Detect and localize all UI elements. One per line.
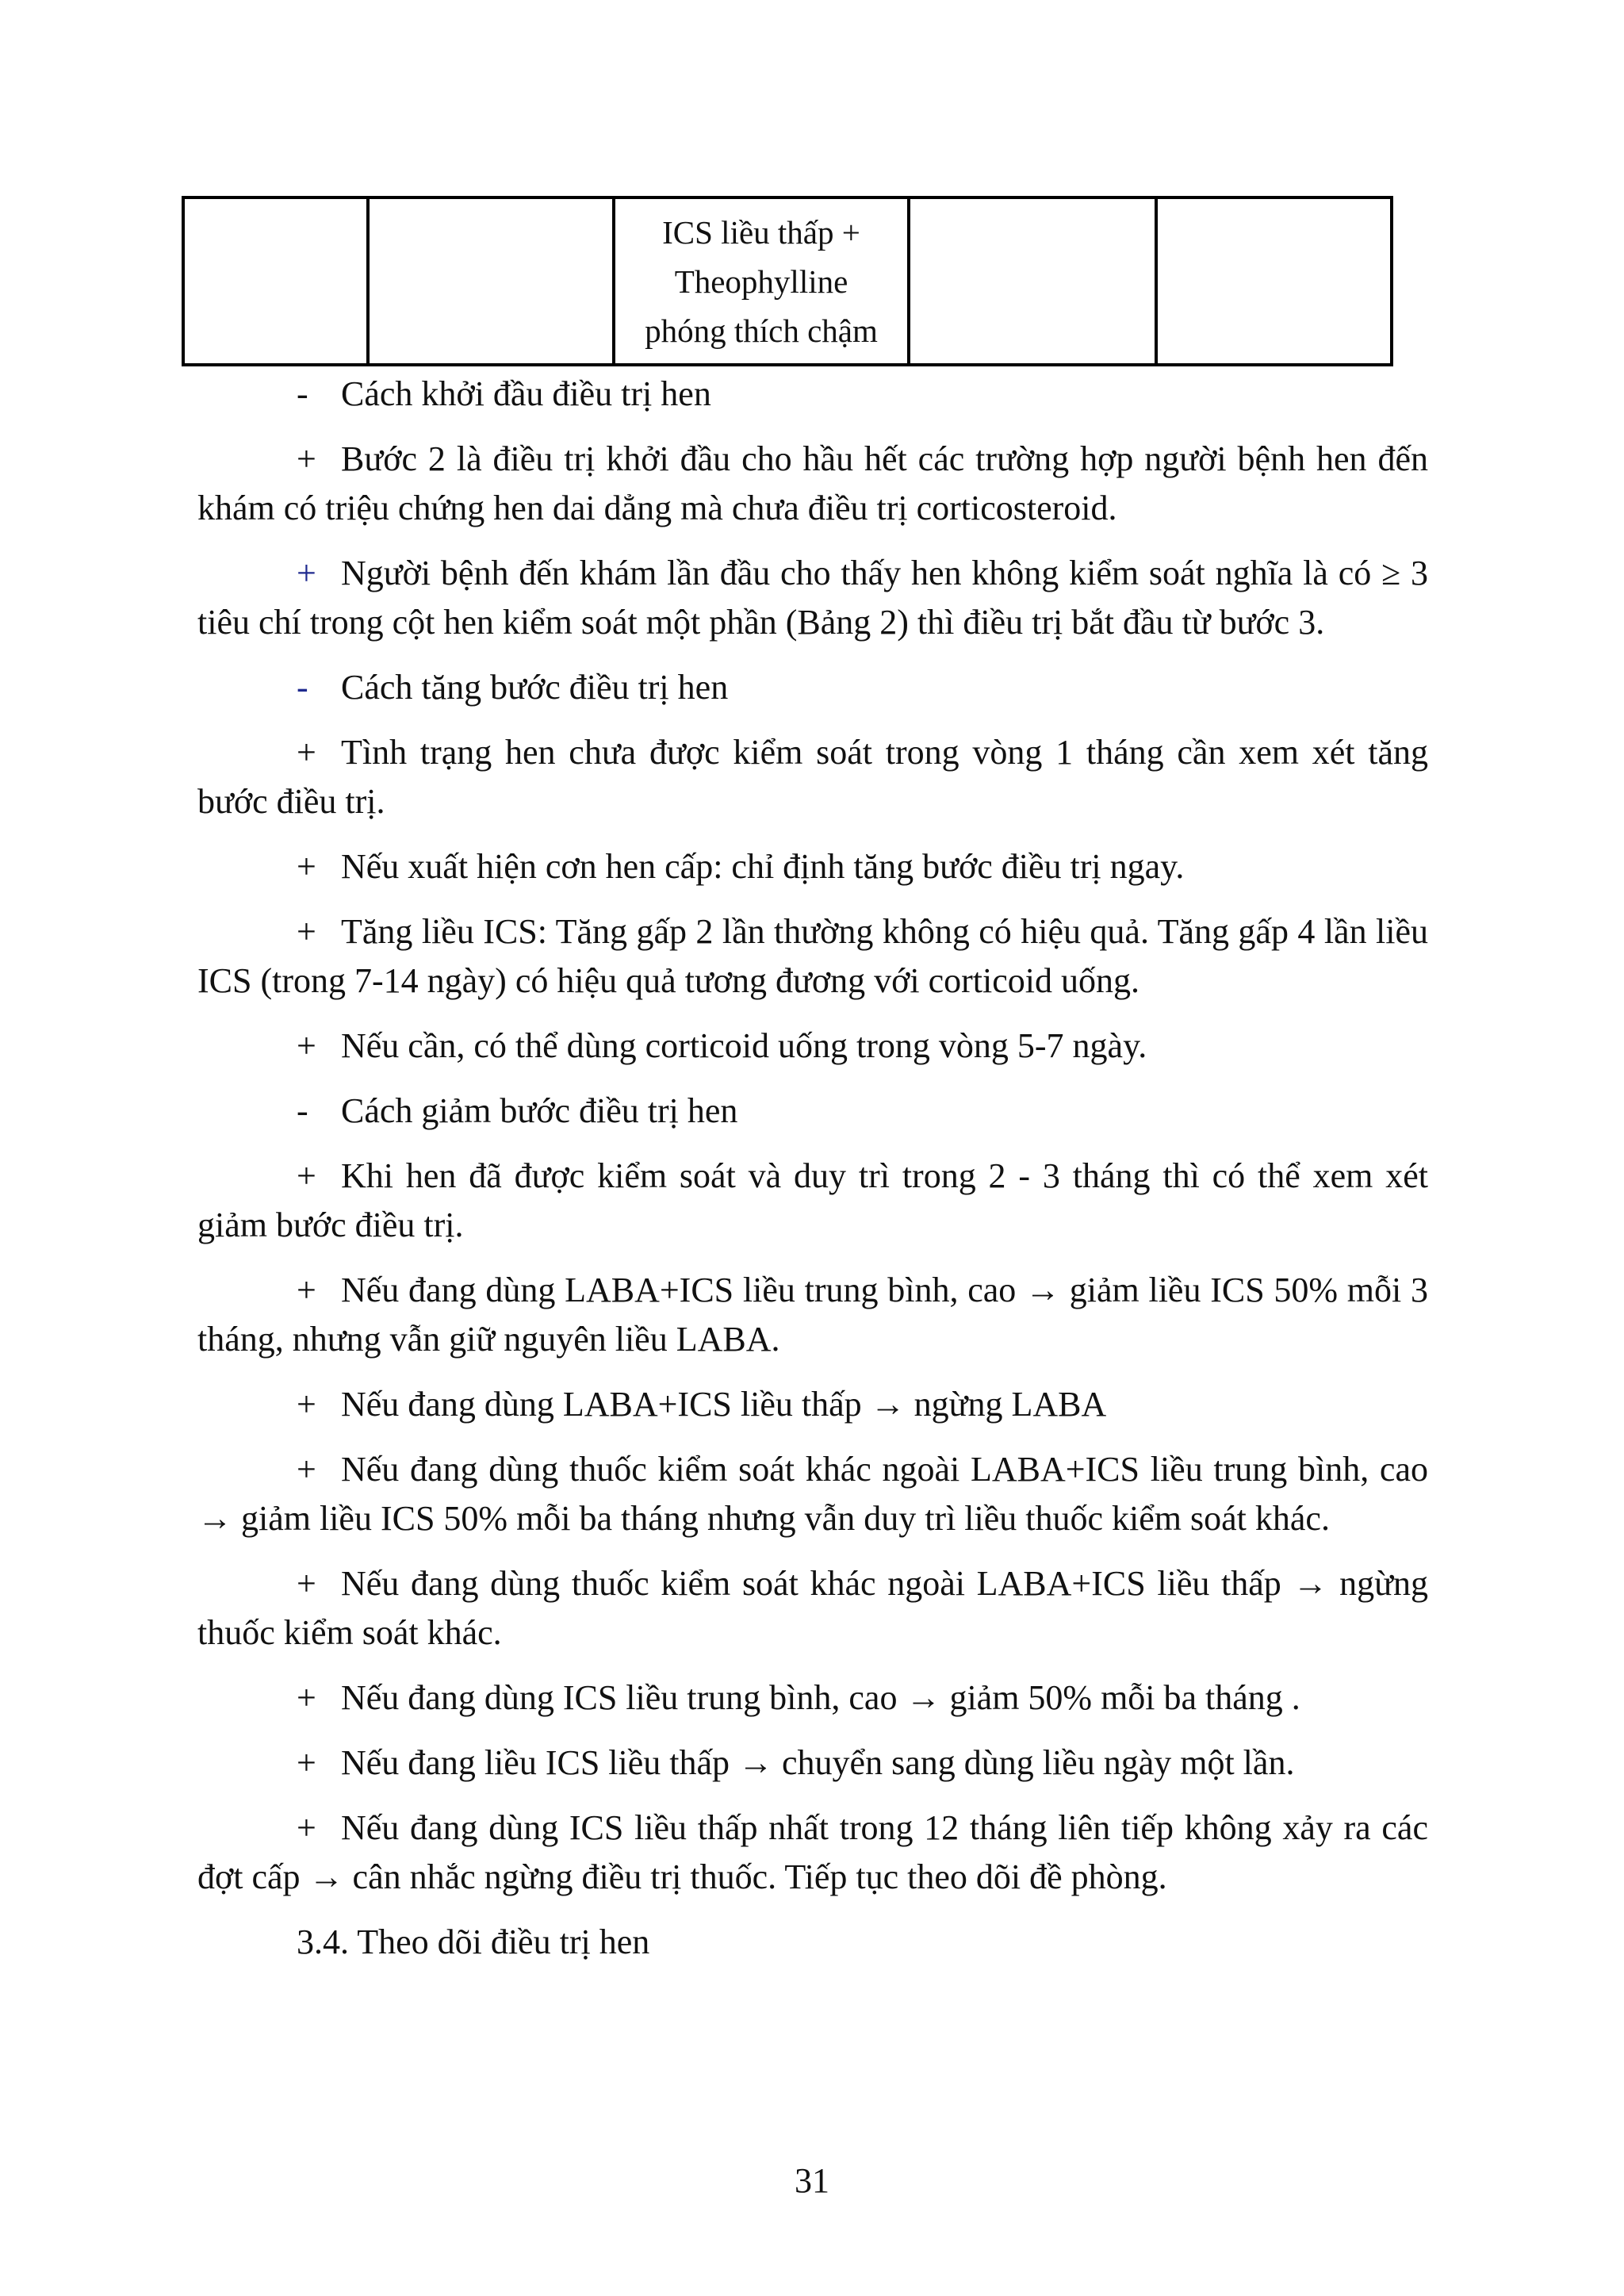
paragraph-text: Nếu đang dùng LABA+ICS liều thấp → ngừng LABA <box>341 1385 1107 1424</box>
plus-marker: + <box>297 1026 316 1065</box>
paragraph-text: Cách giảm bước điều trị hen <box>341 1091 738 1130</box>
plus-marker: + <box>297 912 316 951</box>
paragraph-text: Nếu đang dùng ICS liều thấp nhất trong 12 tháng liên tiếp không xảy ra các đợt cấp → cân nhắc ngừng điều trị thuốc. Tiếp tục theo dõi đề phòng. <box>197 1808 1428 1896</box>
dash-marker: - <box>297 1091 308 1130</box>
body-text <box>197 370 1428 1983</box>
plus-marker: + <box>297 1564 316 1603</box>
table-cell-line: ICS liều thấp + <box>662 213 860 251</box>
paragraph-text: Bước 2 là điều trị khởi đầu cho hầu hết các trường hợp người bệnh hen đến khám có triệu chứng hen dai dẳng mà chưa điều trị corticosteroid. <box>197 439 1428 527</box>
bullet-paragraph <box>197 1266 1428 1364</box>
subheading-item <box>197 1087 1428 1136</box>
subheading-item <box>197 663 1428 712</box>
bullet-paragraph <box>197 1803 1428 1902</box>
plus-marker: + <box>297 1385 316 1424</box>
bullet-paragraph <box>197 1738 1428 1788</box>
plus-marker: + <box>297 1743 316 1782</box>
table-body <box>183 197 1392 365</box>
plus-marker: + <box>297 1678 316 1717</box>
paragraph-text: Tăng liều ICS: Tăng gấp 2 lần thường không có hiệu quả. Tăng gấp 4 lần liều ICS (trong 7-14 ngày) có hiệu quả tương đương với corticoid uống. <box>197 912 1428 1000</box>
bullet-paragraph <box>197 1152 1428 1250</box>
table-cell-line: Theophylline <box>674 263 848 300</box>
page-number: 31 <box>795 2161 829 2200</box>
dash-marker: - <box>297 668 308 707</box>
bullet-paragraph <box>197 1022 1428 1071</box>
table-cell <box>1156 197 1392 365</box>
plus-marker: + <box>297 554 316 592</box>
bullet-paragraph <box>197 435 1428 533</box>
table-cell <box>368 197 614 365</box>
bullet-paragraph <box>197 728 1428 826</box>
table-cell <box>614 197 909 365</box>
paragraph-text: Nếu đang dùng thuốc kiểm soát khác ngoài LABA+ICS liều trung bình, cao → giảm liều ICS 50% mỗi ba tháng nhưng vẫn duy trì liều thuốc kiểm soát khác. <box>197 1450 1428 1538</box>
paragraph-text: Người bệnh đến khám lần đầu cho thấy hen không kiểm soát nghĩa là có ≥ 3 tiêu chí trong cột hen kiểm soát một phần (Bảng 2) thì điều trị bắt đầu từ bước 3. <box>197 554 1428 642</box>
paragraph-text: Khi hen đã được kiểm soát và duy trì trong 2 - 3 tháng thì có thể xem xét giảm bước điều trị. <box>197 1156 1428 1244</box>
plus-marker: + <box>297 1450 316 1489</box>
paragraph-text: Cách tăng bước điều trị hen <box>341 668 729 707</box>
plus-marker: + <box>297 847 316 886</box>
bullet-paragraph <box>197 1380 1428 1429</box>
paragraph-text: Nếu xuất hiện cơn hen cấp: chỉ định tăng bước điều trị ngay. <box>341 847 1185 886</box>
subheading-item <box>197 370 1428 419</box>
bullet-paragraph <box>197 907 1428 1006</box>
treatment-table-fragment <box>182 196 1393 366</box>
table-cell <box>183 197 368 365</box>
bullet-paragraph <box>197 842 1428 891</box>
bullet-paragraph <box>197 549 1428 647</box>
bullet-paragraph <box>197 1673 1428 1723</box>
paragraph-text: Tình trạng hen chưa được kiểm soát trong vòng 1 tháng cần xem xét tăng bước điều trị. <box>197 733 1428 821</box>
plus-marker: + <box>297 1271 316 1309</box>
table-row <box>183 197 1392 365</box>
bullet-paragraph <box>197 1445 1428 1543</box>
paragraph-text: Nếu đang dùng thuốc kiểm soát khác ngoài LABA+ICS liều thấp → ngừng thuốc kiểm soát khác. <box>197 1564 1428 1652</box>
plus-marker: + <box>297 439 316 478</box>
paragraph-text: Nếu đang dùng ICS liều trung bình, cao → giảm 50% mỗi ba tháng . <box>341 1678 1300 1717</box>
plus-marker: + <box>297 733 316 772</box>
bullet-paragraph <box>197 1559 1428 1658</box>
section-heading: 3.4. Theo dõi điều trị hen <box>297 1922 650 1961</box>
plus-marker: + <box>297 1156 316 1195</box>
table-cell-line: phóng thích chậm <box>645 312 878 349</box>
paragraph-text: Nếu đang dùng LABA+ICS liều trung bình, cao → giảm liều ICS 50% mỗi 3 tháng, nhưng vẫn giữ nguyên liều LABA. <box>197 1271 1428 1359</box>
paragraph-text: Cách khởi đầu điều trị hen <box>341 374 711 413</box>
plus-marker: + <box>297 1808 316 1847</box>
dash-marker: - <box>297 374 308 413</box>
table-cell <box>909 197 1156 365</box>
paragraph-text: Nếu cần, có thể dùng corticoid uống trong vòng 5-7 ngày. <box>341 1026 1147 1065</box>
paragraph-text: Nếu đang liều ICS liều thấp → chuyển sang dùng liều ngày một lần. <box>341 1743 1295 1782</box>
